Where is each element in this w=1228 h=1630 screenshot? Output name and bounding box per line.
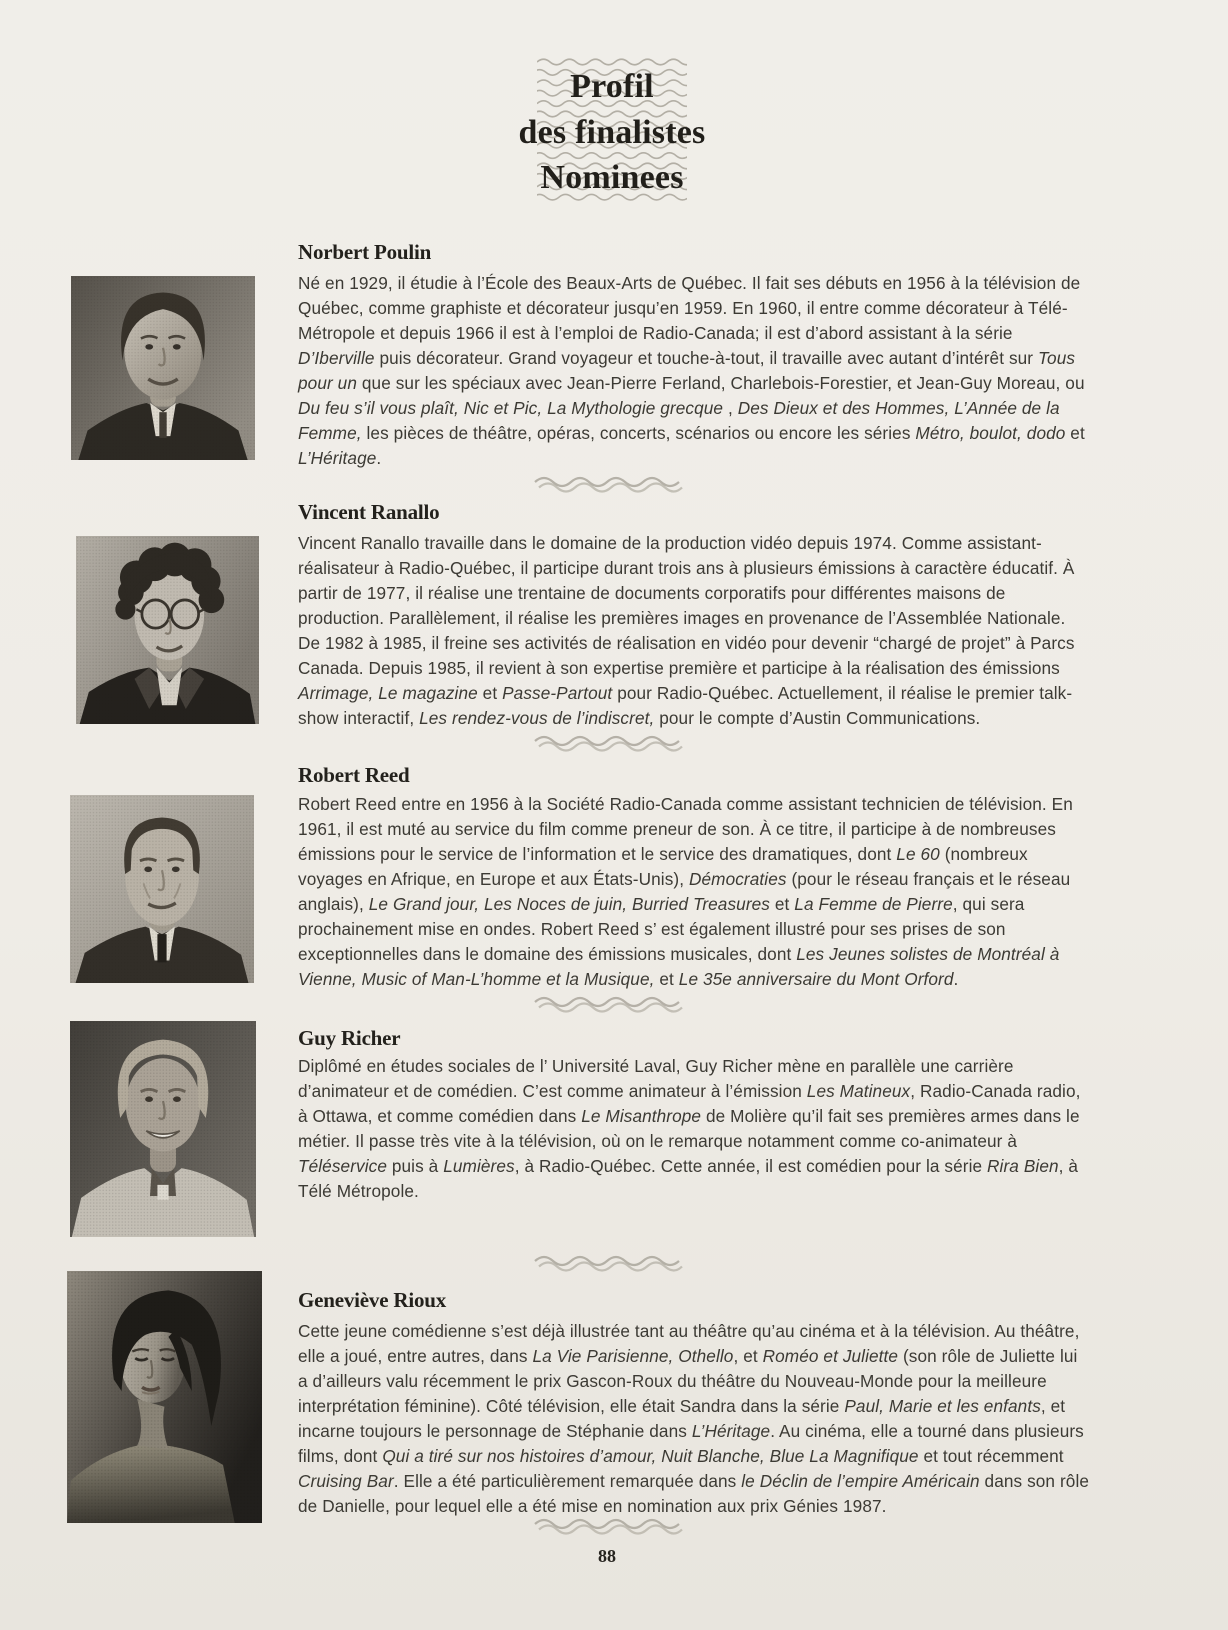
profile-bio-robert-reed: Robert Reed entre en 1956 à la Société Radio-Canada comme assistant technicien de télévision. En 1961, il est muté au service du film comme preneur de son. À ce titre, il participe à de nombreuses émissions pour le service de l’information et le service des dramatiques, dont Le 60 (nombreux voyages en Afrique, en Europe et aux États-Unis), Démocraties (pour le réseau français et le réseau anglais), Le Grand jour, Les Noces de juin, Burried Treasures et La Femme de Pierre, qui sera prochainement mise en ondes. Robert Reed s’ est également illustré pour ses prises de son exceptionnelles dans le domaine des émissions musicales, dont Les Jeunes solistes de Montréal à Vienne, Music of Man-L’homme et la Musique, et Le 35e anniversaire du Mont Orford. [298, 794, 1073, 989]
portrait-photo-robert-reed [70, 795, 254, 983]
wave-divider-icon [533, 1518, 683, 1536]
portrait-photo-norbert-poulin [71, 276, 255, 460]
section-divider [533, 476, 683, 494]
wave-divider-icon [533, 1255, 683, 1273]
wave-divider-icon [533, 735, 683, 753]
profile-name-robert-reed: Robert Reed [298, 763, 410, 787]
portrait-photo-genevieve-rioux [67, 1271, 262, 1523]
page-title-line1: Profil [570, 68, 654, 105]
profile-bio-norbert-poulin: Né en 1929, il étudie à l’École des Beaux-Arts de Québec. Il fait ses débuts en 1956 à la télévision de Québec, comme graphiste et décorateur jusqu’en 1959. En 1960, il entre comme décorateur à Télé-Métropole et depuis 1966 il est à l’emploi de Radio-Canada; il est d’abord assistant à la série D’Iberville puis décorateur. Grand voyageur et touche-à-tout, il travaille avec autant d’intérêt sur Tous pour un que sur les spéciaux avec Jean-Pierre Ferland, Charlebois-Forestier, et Jean-Guy Moreau, ou Du feu s’il vous plaît, Nic et Pic, La Mythologie grecque , Des Dieux et des Hommes, L’Année de la Femme, les pièces de théâtre, opéras, concerts, scénarios ou encore les séries Métro, boulot, dodo et L’Héritage. [298, 273, 1085, 468]
portrait-photo-guy-richer [70, 1021, 256, 1237]
page-title [487, 64, 737, 201]
profile-name-vincent-ranallo: Vincent Ranallo [298, 500, 440, 524]
profile-bio-vincent-ranallo: Vincent Ranallo travaille dans le domaine de la production vidéo depuis 1974. Comme assistant-réalisateur à Radio-Québec, il participe durant trois ans à plusieurs émissions à caractère éducatif. À partir de 1977, il réalise une trentaine de documents corporatifs pour différentes maisons de production. Parallèlement, il réalise les premières images en provenance de l’Assemblée Nationale. De 1982 à 1985, il freine ses activités de réalisation en vidéo pour devenir “chargé de projet” à Parcs Canada. Depuis 1985, il revient à son expertise première et participe à la réalisation des émissions Arrimage, Le magazine et Passe-Partout pour Radio-Québec. Actuellement, il réalise le premier talk-show interactif, Les rendez-vous de l’indiscret, pour le compte d’Austin Communications. [298, 533, 1075, 728]
profile-name-genevieve-rioux: Geneviève Rioux [298, 1288, 447, 1312]
profile-name-norbert-poulin: Norbert Poulin [298, 240, 432, 264]
page-title-line3: Nominees [540, 159, 684, 196]
section-divider [533, 735, 683, 753]
wave-divider-icon [533, 476, 683, 494]
page-title-line2: des finalistes [518, 113, 706, 151]
profile-bio-guy-richer: Diplômé en études sociales de l’ Université Laval, Guy Richer mène en parallèle une carrière d’animateur et de comédien. C’est comme animateur à l’émission Les Matineux, Radio-Canada radio, à Ottawa, et comme comédien dans Le Misanthrope de Molière qu’il fait ses premières armes dans le métier. Il passe très vite à la télévision, où on le remarque notamment comme co-animateur à Téléservice puis à Lumières, à Radio-Québec. Cette année, il est comédien pour la série Rira Bien, à Télé Métropole. [298, 1056, 1081, 1201]
section-divider [533, 1255, 683, 1273]
profile-name-guy-richer: Guy Richer [298, 1026, 401, 1050]
section-divider [533, 996, 683, 1014]
page-number: 88 [598, 1546, 616, 1566]
profile-bio-genevieve-rioux: Cette jeune comédienne s’est déjà illustrée tant au théâtre qu’au cinéma et à la télévision. Au théâtre, elle a joué, entre autres, dans La Vie Parisienne, Othello, et Roméo et Juliette (son rôle de Juliette lui a d’ailleurs valu récemment le prix Gascon-Roux du théâtre du Nouveau-Monde pour la meilleure interprétation féminine). Côté télévision, elle était Sandra dans la série Paul, Marie et les enfants, et incarne toujours le personnage de Stéphanie dans L’Héritage. Au cinéma, elle a tourné dans plusieurs films, dont Qui a tiré sur nos histoires d’amour, Nuit Blanche, Blue La Magnifique et tout récemment Cruising Bar. Elle a été particulièrement remarquée dans le Déclin de l’empire Américain dans son rôle de Danielle, pour lequel elle a été mise en nomination aux prix Génies 1987. [298, 1321, 1090, 1516]
portrait-photo-vincent-ranallo [76, 536, 259, 724]
wave-divider-icon [533, 996, 683, 1014]
section-divider [533, 1518, 683, 1536]
